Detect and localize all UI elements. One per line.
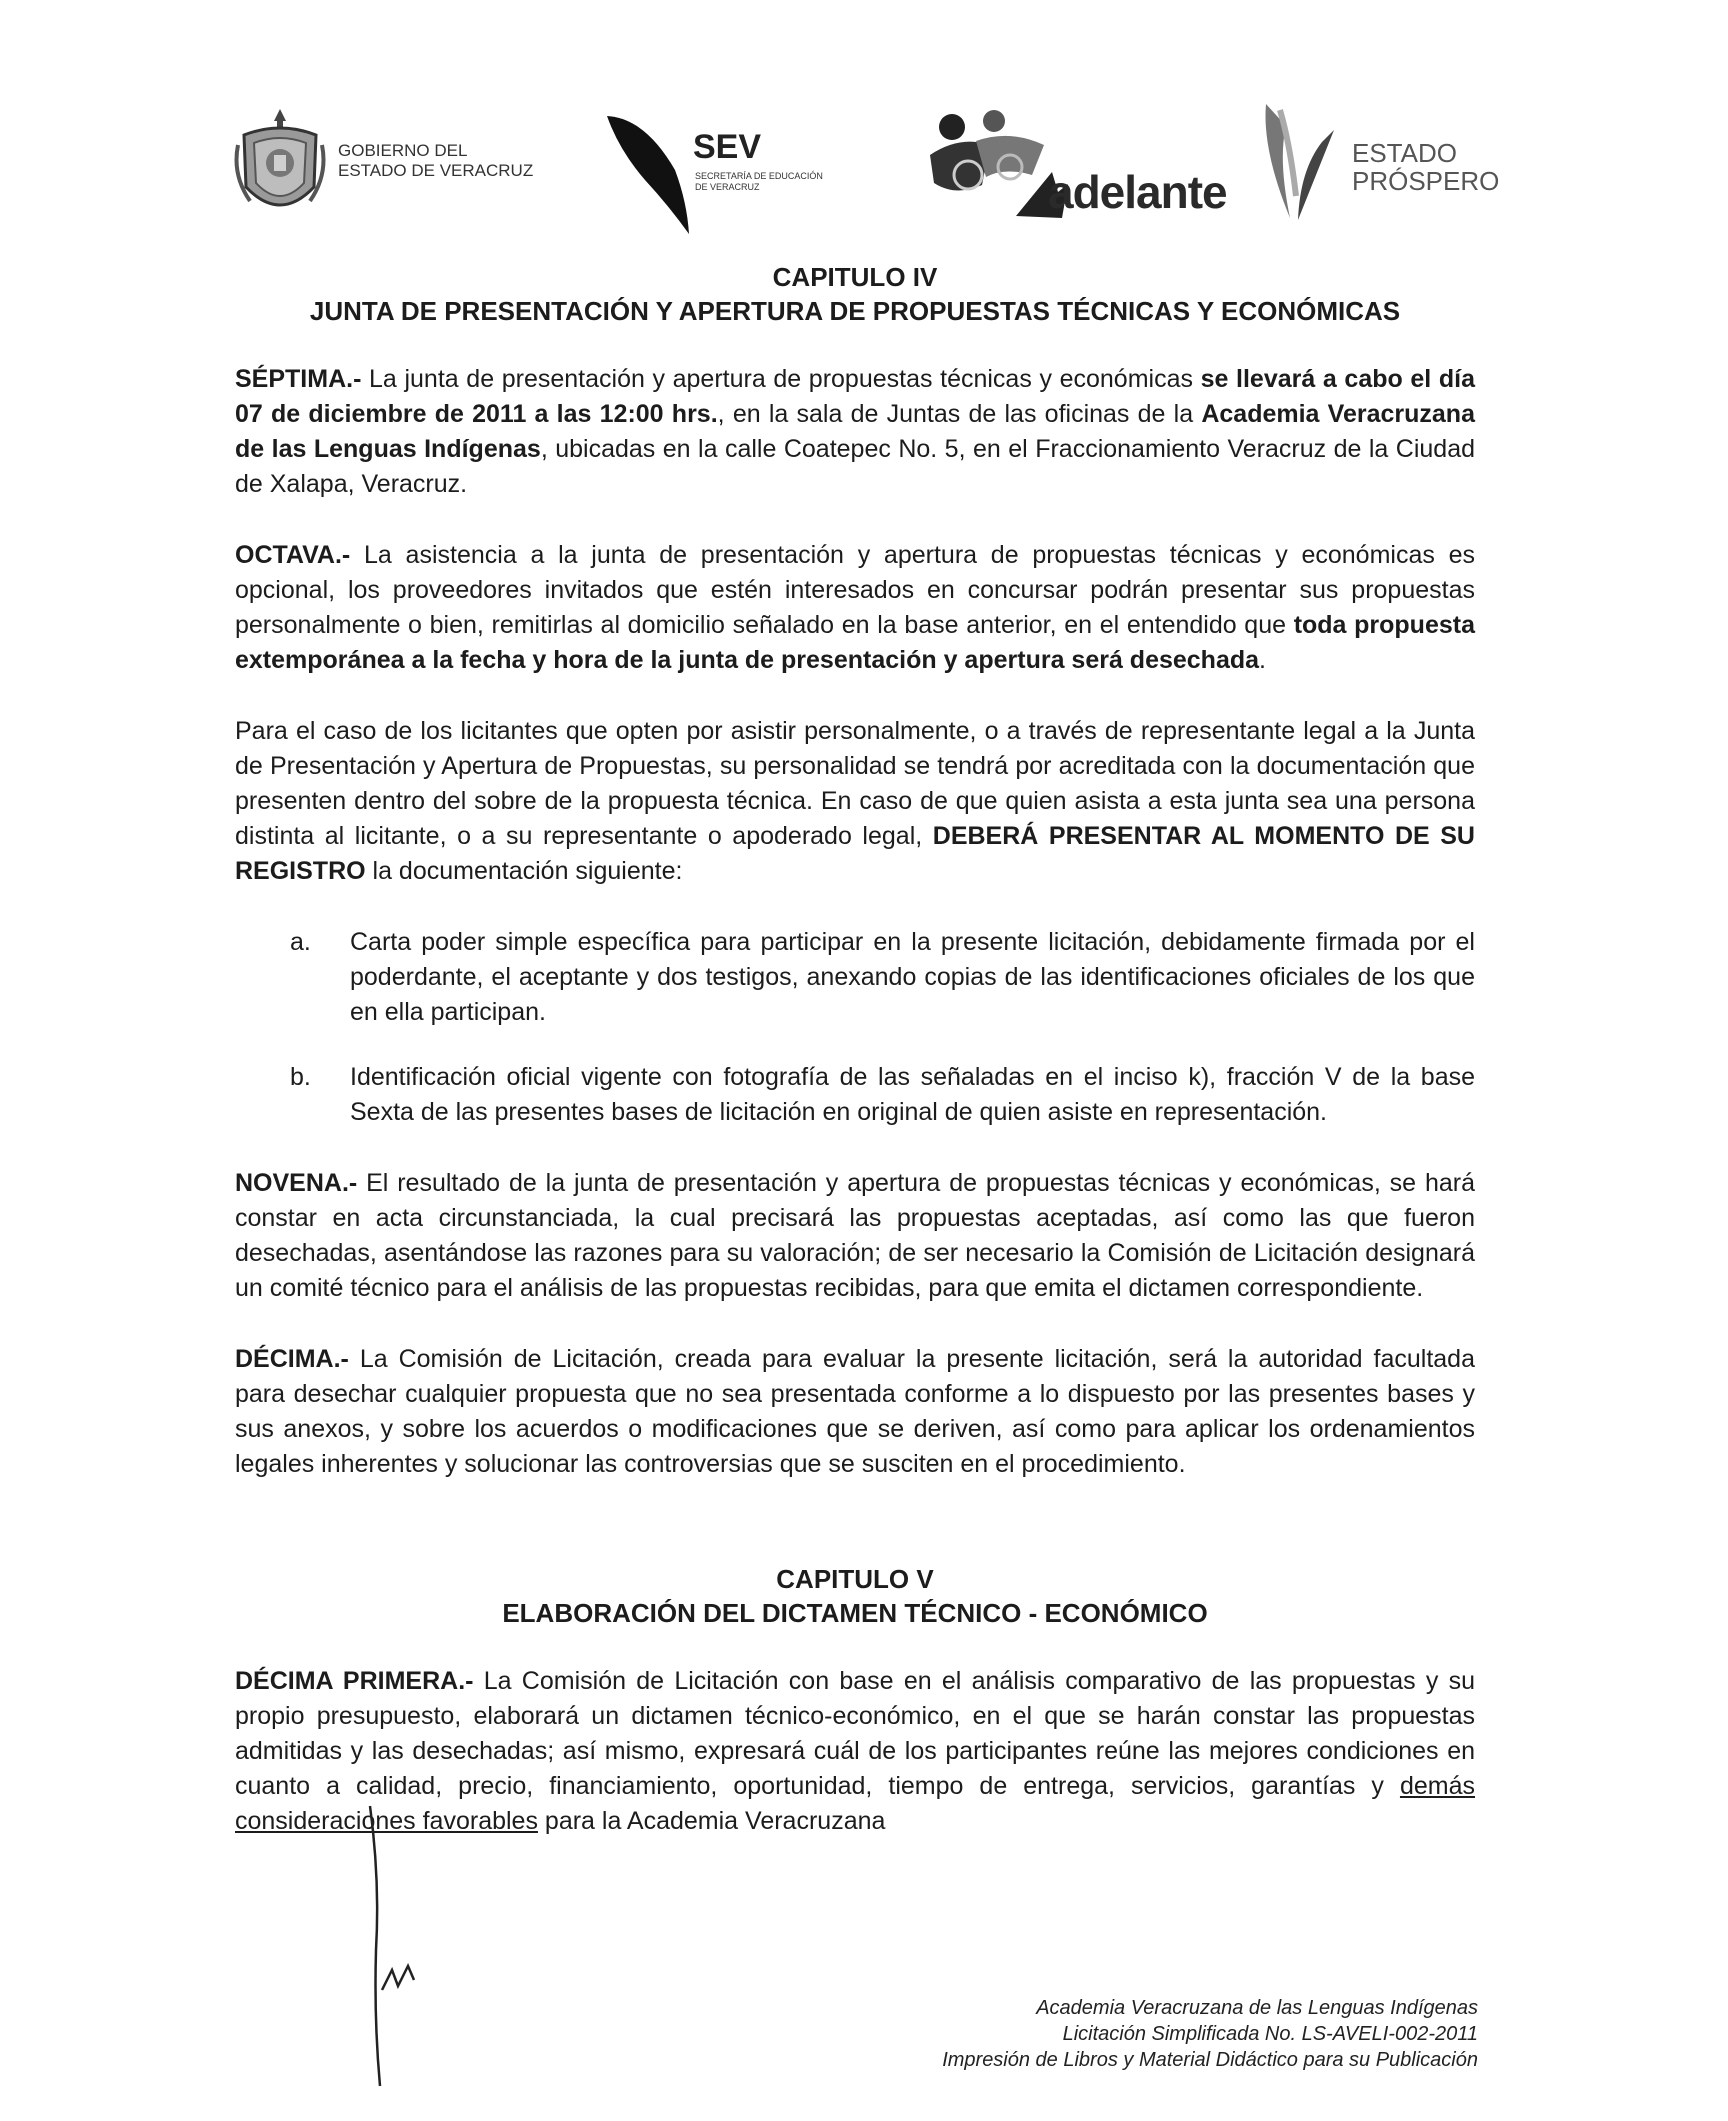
signature-mark (340, 1800, 460, 2090)
letterhead (230, 100, 1510, 240)
clause-emphasis: DEBERÁ PRESENTAR AL MOMENTO DE SU REGISTRO (235, 822, 1475, 885)
prospero-line-2: PRÓSPERO (1352, 166, 1500, 196)
clause-text: . (1259, 646, 1266, 674)
footer-tender-subject: Impresión de Libros y Material Didáctico para su Publicación (942, 2049, 1478, 2071)
list-marker: b. (290, 1063, 311, 1091)
veracruz-line-1: GOBIERNO DEL (338, 141, 468, 160)
clause-text: La asistencia a la junta de presentación y apertura de propuestas técnicas y económicas es opcional, los proveedores invitados que estén interesados en concursar podrán presentar sus propuestas personalmente o bien, remitirlas al domicilio señalado en la base anterior, en el entendido que (235, 541, 1475, 639)
clause-label: OCTAVA.- (235, 541, 351, 569)
sev-title: SEV (693, 128, 762, 166)
clause-septima (235, 362, 1475, 502)
chapter-4-title: CAPITULO IV (772, 262, 938, 292)
list-item-text: Identificación oficial vigente con fotografía de las señaladas en el inciso k), fracción V de la base Sexta de las presentes bases de licitación en original de quien asiste en representación. (350, 1063, 1475, 1126)
clause-text: , en la sala de Juntas de las oficinas de la (717, 400, 1202, 428)
prospero-v-icon (1260, 100, 1340, 225)
sev-line-2: DE VERACRUZ (695, 182, 760, 192)
chapter-5-subtitle: ELABORACIÓN DEL DICTAMEN TÉCNICO - ECONÓMICO (502, 1598, 1208, 1628)
estado-prospero-logo (1260, 100, 1520, 240)
clause-label: DÉCIMA.- (235, 1345, 349, 1373)
chapter-4-subtitle: JUNTA DE PRESENTACIÓN Y APERTURA DE PROPUESTAS TÉCNICAS Y ECONÓMICAS (309, 296, 1401, 326)
clause-text: Para el caso de los licitantes que opten por asistir personalmente, o a través de representante legal a la Junta de Presentación y Apertura de Propuestas, su personalidad se tendrá por acreditada con la documentación que presenten dentro del sobre de la propuesta técnica. En caso de que quien asista a esta junta sea una persona distinta al licitante, o a su representante o apoderado legal, (235, 717, 1475, 850)
underlined-text: demás consideraciones favorables (235, 1772, 1475, 1835)
sev-logo (605, 100, 905, 240)
list-item (290, 925, 1475, 1030)
footer-institution: Academia Veracruzana de las Lenguas Indígenas (1036, 1997, 1478, 2019)
clause-text: para la Academia Veracruzana (537, 1807, 886, 1835)
sev-swoosh-icon (605, 110, 695, 240)
clause-octava (235, 538, 1475, 678)
clause-text: La junta de presentación y apertura de propuestas técnicas y económicas (361, 365, 1201, 393)
clause-emphasis: toda propuesta extemporánea a la fecha y hora de la junta de presentación y apertura será desechada (235, 611, 1475, 674)
document-body (235, 260, 1475, 1875)
list-marker: a. (290, 928, 311, 956)
chapter-5-title: CAPITULO V (776, 1564, 934, 1594)
requirements-list (235, 925, 1475, 1130)
clause-text: La Comisión de Licitación con base en el análisis comparativo de las propuestas y su propio presupuesto, elaborará un dictamen técnico-económico, en el que se harán constar las propuestas admitidas y las desechadas; así mismo, expresará cuál de los participantes reúne las mejores condiciones en cuanto a calidad, precio, financiamiento, oportunidad, tiempo de entrega, servicios, garantías y (235, 1667, 1476, 1800)
list-item (290, 1060, 1475, 1130)
gobierno-veracruz-logo (230, 100, 560, 240)
clause-label: SÉPTIMA.- (235, 365, 362, 393)
clause-label: NOVENA.- (235, 1169, 358, 1197)
clause-emphasis: Academia Veracruzana de las Lenguas Indígenas (235, 400, 1475, 463)
clause-text: El resultado de la junta de presentación y apertura de propuestas técnicas y económicas, se hará constar en acta circunstanciada, la cual precisará las propuestas aceptadas, así como las que fueron desechadas, asentándose las razones para su valoración; de ser necesario la Comisión de Licitación designará un comité técnico para el análisis de las propuestas recibidas, para que emita el dictamen correspondiente. (235, 1169, 1475, 1302)
clause-label: DÉCIMA PRIMERA.- (235, 1667, 474, 1695)
clause-decima (235, 1342, 1475, 1482)
page-footer (942, 1995, 1478, 2073)
paragraph-licitantes (235, 714, 1475, 889)
adelante-logo (920, 100, 1270, 240)
clause-text: La Comisión de Licitación, creada para evaluar la presente licitación, será la autoridad facultada para desechar cualquier propuesta que no sea presentada conforme a lo dispuesto por las presentes bases y sus anexos, y sobre los acuerdos o modificaciones que se deriven, así como para aplicar los ordenamientos legales inherentes y solucionar las controversias que se susciten en el procedimiento. (235, 1345, 1475, 1478)
sev-line-1: SECRETARÍA DE EDUCACIÓN (695, 171, 823, 181)
clause-text: , ubicadas en la calle Coatepec No. 5, en el Fraccionamiento Veracruz de la Ciudad de Xalapa, Veracruz. (235, 435, 1475, 498)
adelante-wordmark: adelante (1048, 166, 1227, 218)
clause-novena (235, 1166, 1475, 1306)
veracruz-line-2: ESTADO DE VERACRUZ (338, 161, 534, 180)
clause-emphasis: se llevará a cabo el día 07 de diciembre de 2011 a las 12:00 hrs. (235, 365, 1475, 428)
veracruz-coat-of-arms-icon (230, 105, 330, 225)
footer-tender-number: Licitación Simplificada No. LS-AVELI-002-2011 (1062, 2023, 1478, 2045)
clause-text: la documentación siguiente: (365, 857, 683, 885)
prospero-line-1: ESTADO (1352, 138, 1457, 168)
list-item-text: Carta poder simple específica para participar en la presente licitación, debidamente firmada por el poderdante, el aceptante y dos testigos, anexando copias de las identificaciones oficiales de los que en ella participan. (350, 928, 1475, 1026)
